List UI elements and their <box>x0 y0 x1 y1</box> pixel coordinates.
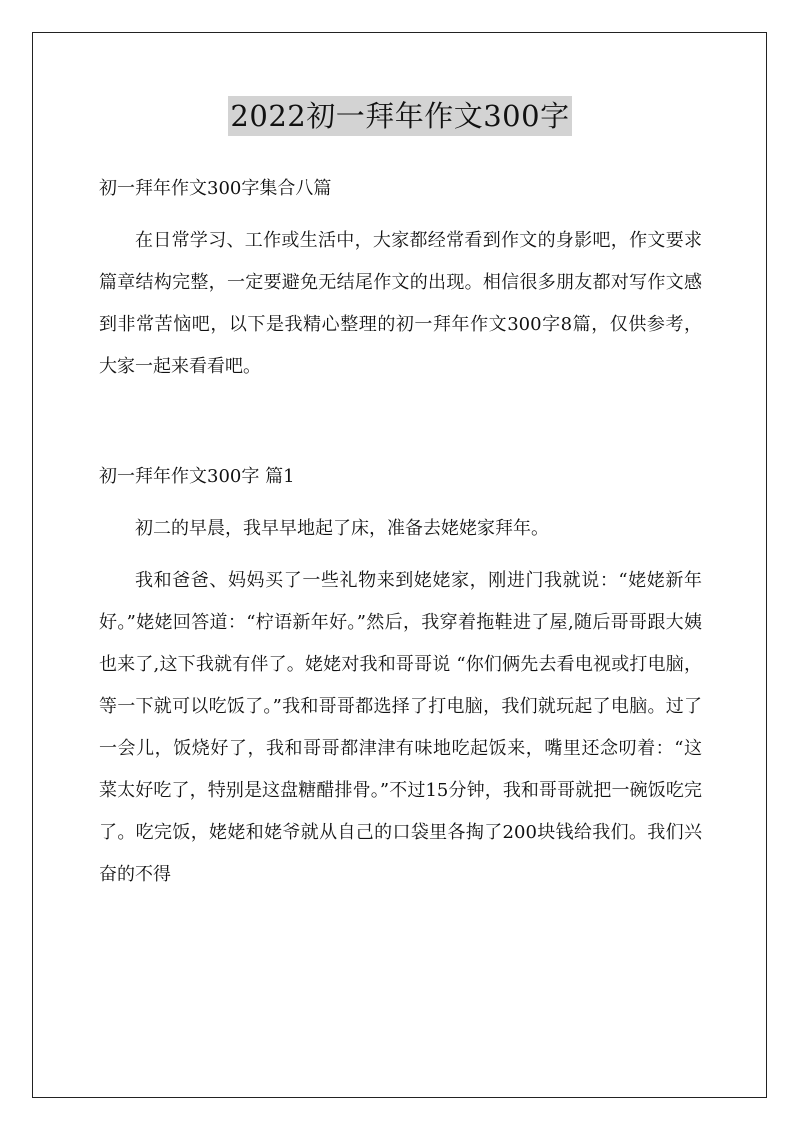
section-heading: 初一拜年作文300字 篇1 <box>99 466 295 487</box>
essay-paragraph: 我和爸爸、妈妈买了一些礼物来到姥姥家，刚进门我就说：“姥姥新年好。”姥姥回答道：“柠语新年好。”然后，我穿着拖鞋进了屋,随后哥哥跟大姨也来了,这下我就有伴了。姥姥对我和哥哥说 “你们俩先去看电视或打电脑，等一下就可以吃饭了。”我和哥哥都选择了打电脑，我们就玩起了电脑。过了一会儿，饭烧好了，我和哥哥都津津有味地吃起饭来，嘴里还念叨着：“这菜太好吃了，特别是这盘糖醋排骨。”不过15分钟，我和哥哥就把一碗饭吃完了。吃完饭，姥姥和姥爷就从自己的口袋里各掏了200块钱给我们。我们兴奋的不得 <box>99 570 702 885</box>
document-title-text: 2022初一拜年作文300字 <box>228 96 571 136</box>
essay-paragraph: 初二的早晨，我早早地起了床，准备去姥姥家拜年。 <box>135 518 549 539</box>
collection-subtitle: 初一拜年作文300字集合八篇 <box>99 178 332 199</box>
document-body <box>99 168 702 896</box>
intro-paragraph: 在日常学习、工作或生活中，大家都经常看到作文的身影吧，作文要求篇章结构完整，一定要避免无结尾作文的出现。相信很多朋友都对写作文感到非常苦恼吧，以下是我精心整理的初一拜年作文300字8篇，仅供参考，大家一起来看看吧。 <box>99 230 702 377</box>
document-title <box>0 96 800 136</box>
